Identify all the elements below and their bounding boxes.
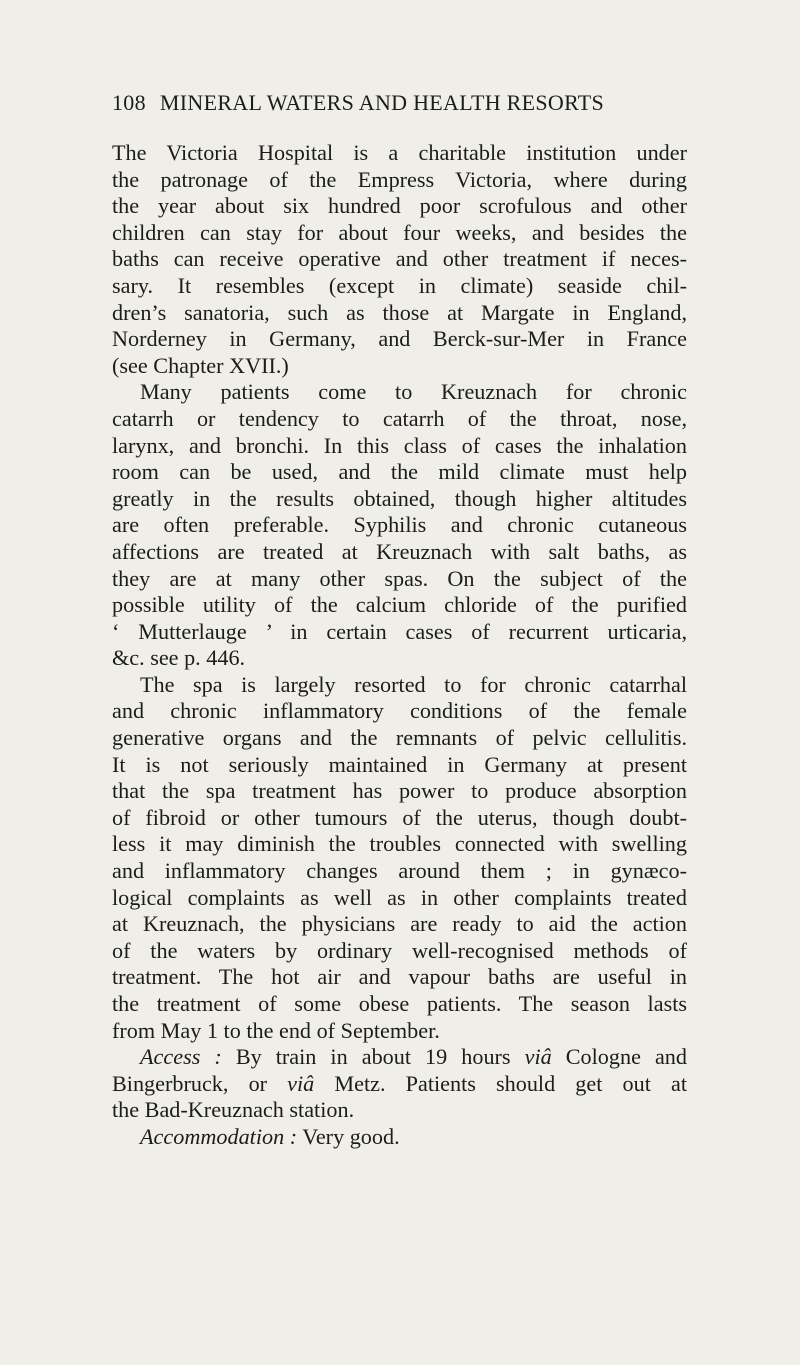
text-line: It is not seriously maintained in Germany at present — [112, 751, 687, 777]
accommodation-label: Accommodation : — [140, 1123, 298, 1149]
text-line: treatment. The hot air and vapour baths are useful in — [112, 964, 687, 990]
access-line: the Bad-Kreuznach station. — [112, 1097, 355, 1123]
text-line: &c. see p. 446. — [112, 645, 246, 671]
text-line: possible utility of the calcium chloride of the purified — [112, 592, 687, 618]
text-line: the treatment of some obese patients. The season lasts — [112, 991, 687, 1016]
accommodation-line — [112, 1124, 687, 1151]
access-text: Cologne and — [551, 1044, 687, 1070]
text-line: that the spa treatment has power to produce absorption — [112, 778, 687, 804]
running-head — [112, 90, 687, 116]
text-line: logical complaints as well as in other complaints treated — [112, 884, 687, 910]
access-label: Access : — [140, 1044, 222, 1070]
text-line: at Kreuznach, the physicians are ready to aid the action — [112, 911, 687, 937]
text-line: baths can receive operative and other treatment if neces- — [112, 246, 687, 272]
text-line: of the waters by ordinary well-recognised methods of — [112, 937, 687, 963]
access-text: By train in about 19 hours — [221, 1044, 525, 1070]
text-line: from May 1 to the end of September. — [112, 1017, 440, 1043]
text-line: Many patients come to Kreuznach for chronic — [140, 379, 687, 405]
text-line: catarrh or tendency to catarrh of the throat, nose, — [112, 405, 687, 431]
text-line: of fibroid or other tumours of the uterus, though doubt- — [112, 804, 687, 830]
text-line: sary. It resembles (except in climate) seaside chil- — [112, 272, 687, 298]
text-line: generative organs and the remnants of pelvic cellulitis. — [112, 725, 687, 751]
access-text: Bingerbruck, or — [112, 1070, 288, 1096]
access-text: Metz. Patients should get out at — [314, 1070, 687, 1096]
accommodation-text: Very good. — [297, 1123, 400, 1149]
text-line: larynx, and bronchi. In this class of cases the inhalation — [112, 432, 687, 458]
text-line: affections are treated at Kreuznach with salt baths, as — [112, 538, 687, 564]
text-line: dren’s sanatoria, such as those at Margate in England, — [112, 299, 687, 325]
text-line: they are at many other spas. On the subject of the — [112, 565, 687, 591]
text-line: room can be used, and the mild climate must help — [112, 459, 687, 485]
text-line: the year about six hundred poor scrofulous and other — [112, 193, 687, 219]
running-title: MINERAL WATERS AND HEALTH RESORTS — [159, 90, 605, 115]
text-line: the patronage of the Empress Victoria, where during — [112, 166, 687, 192]
text-line: greatly in the results obtained, though higher altitudes — [112, 485, 687, 511]
text-line: less it may diminish the troubles connected with swelling — [112, 831, 687, 857]
access-line — [112, 1044, 687, 1071]
text-line: Norderney in Germany, and Berck-sur-Mer in France — [112, 326, 687, 352]
text-line: and inflammatory changes around them ; in gynæco- — [112, 858, 687, 884]
via-word: viâ — [524, 1044, 552, 1070]
body-text — [112, 140, 687, 1151]
access-line — [112, 1071, 687, 1098]
text-line: ‘ Mutterlauge ’ in certain cases of recurrent urticaria, — [112, 618, 687, 644]
text-line: are often preferable. Syphilis and chronic cutaneous — [112, 512, 687, 538]
text-line: The Victoria Hospital is a charitable institution under — [112, 140, 687, 165]
text-line: and chronic inflammatory conditions of the female — [112, 698, 687, 724]
page-number: 108 — [112, 90, 146, 115]
via-word: viâ — [287, 1070, 315, 1096]
text-line: children can stay for about four weeks, and besides the — [112, 219, 687, 245]
text-line: (see Chapter XVII.) — [112, 352, 289, 378]
text-line: The spa is largely resorted to for chronic catarrhal — [140, 671, 687, 697]
